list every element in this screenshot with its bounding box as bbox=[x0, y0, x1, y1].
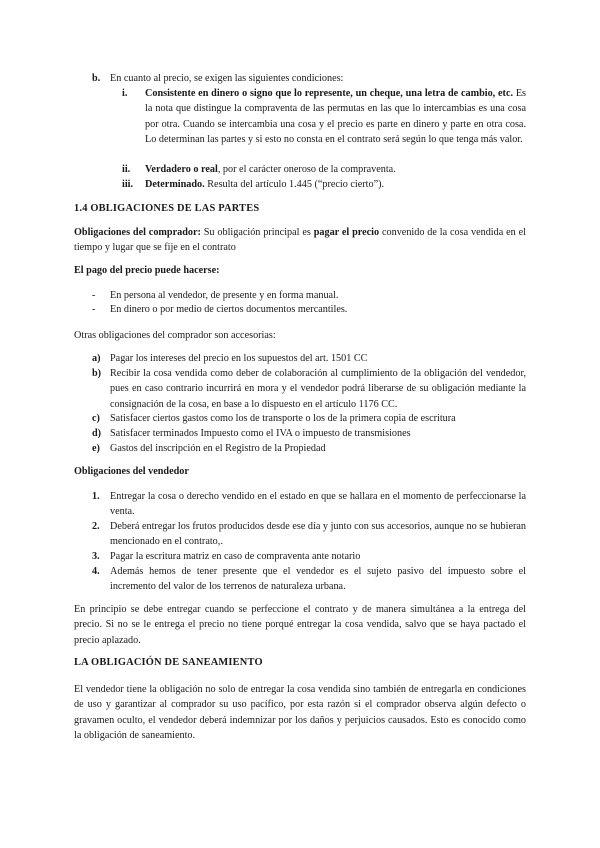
section-heading: LA OBLIGACIÓN DE SANEAMIENTO bbox=[74, 657, 263, 668]
accessory-item: Satisfacer terminados Impuesto como el IVA o impuesto de transmisiones bbox=[110, 428, 411, 439]
saneamiento-paragraph: El vendedor tiene la obligación no solo de entregar la cosa vendida sino también de entregarla en condiciones de uso y garantizar al comprador su uso pacífico, por esta razón si el comprador observa algún defecto o gravamen oculto, el vendedor deberá indemnizar por los daños y perjuicios causados. Esto es conocido como la obligación de saneamiento. bbox=[74, 684, 526, 741]
buyer-text: convenido de la cosa vendida en el tiempo y lugar que se fije en el contrato bbox=[74, 227, 526, 254]
payment-item: En dinero o por medio de ciertos documentos mercantiles. bbox=[110, 304, 348, 315]
list-marker: 2. bbox=[92, 521, 100, 532]
list-marker: ii. bbox=[122, 164, 131, 175]
seller-item: Además hemos de tener presente que el vendedor es el sujeto pasivo del impuesto sobre el incremento del valor de los terrenos de naturaleza urbana. bbox=[110, 566, 526, 593]
list-marker: - bbox=[92, 304, 96, 315]
condition-item-text: Resulta del artículo 1.445 (“precio cierto”). bbox=[204, 179, 385, 190]
condition-item-bold: Verdadero o real bbox=[145, 164, 218, 175]
list-marker: iii. bbox=[122, 179, 134, 190]
seller-item: Entregar la cosa o derecho vendido en el estado en que se hallara en el momento de perfeccionarse la venta. bbox=[110, 491, 526, 518]
condition-item bbox=[145, 162, 526, 177]
condition-intro: En cuanto al precio, se exigen las siguientes condiciones: bbox=[110, 73, 344, 84]
accessory-intro: Otras obligaciones del comprador son accesorias: bbox=[74, 330, 276, 341]
buyer-obligation-paragraph bbox=[74, 225, 526, 256]
seller-item: Deberá entregar los frutos producidos desde ese día y junto con sus accesorios, aunque no se hubieran mencionado en el contrato,. bbox=[110, 521, 526, 548]
section-heading: 1.4 OBLIGACIONES DE LAS PARTES bbox=[74, 203, 260, 214]
list-marker: 4. bbox=[92, 566, 100, 577]
list-marker: c) bbox=[92, 413, 100, 424]
list-marker: 3. bbox=[92, 551, 100, 562]
condition-item bbox=[145, 86, 526, 147]
buyer-label: Obligaciones del comprador: bbox=[74, 227, 201, 238]
payment-item: En persona al vendedor, de presente y en forma manual. bbox=[110, 290, 339, 301]
list-marker: i. bbox=[122, 88, 128, 99]
list-marker: a) bbox=[92, 353, 101, 364]
seller-heading: Obligaciones del vendedor bbox=[74, 466, 189, 477]
payment-heading: El pago del precio puede hacerse: bbox=[74, 265, 220, 276]
accessory-item: Satisfacer ciertos gastos como los de transporte o los de la primera copia de escritura bbox=[110, 413, 456, 424]
list-marker: d) bbox=[92, 428, 102, 439]
list-marker: 1. bbox=[92, 491, 100, 502]
list-marker: b) bbox=[92, 368, 102, 379]
list-marker: - bbox=[92, 290, 96, 301]
condition-item-text: , por el carácter oneroso de la compraventa. bbox=[217, 164, 396, 175]
list-marker: e) bbox=[92, 443, 100, 454]
seller-item: Pagar la escritura matriz en caso de compraventa ante notario bbox=[110, 551, 361, 562]
list-marker: b. bbox=[92, 73, 101, 84]
buyer-text: Su obligación principal es bbox=[200, 227, 314, 238]
accessory-item: Pagar los intereses del precio en los supuestos del art. 1501 CC bbox=[110, 353, 368, 364]
condition-item-bold: Determinado. bbox=[145, 179, 205, 190]
condition-item bbox=[145, 177, 526, 192]
buyer-bold-text: pagar el precio bbox=[313, 227, 380, 238]
accessory-item: Gastos del inscripción en el Registro de la Propiedad bbox=[110, 443, 326, 454]
condition-item-text: Es la nota que distingue la compraventa de las permutas en las que lo intercambias es una cosa por otra. Cuando se intercambia una cosa y el precio es parte en dinero y parte en otra cosa. Lo determinan las partes y si esto no consta en el contrato será según lo que tenga más valor. bbox=[145, 88, 527, 145]
accessory-item: Recibir la cosa vendida como deber de colaboración al cumplimiento de la obligación del vendedor, pues en caso contrario incurrirá en mora y el vendedor podrá liberarse de su obligación mediante la consignación de la cosa, en base a lo dispuesto en el artículo 1176 CC. bbox=[110, 368, 526, 410]
delivery-paragraph: En principio se debe entregar cuando se perfeccione el contrato y de manera simultánea a la entrega del precio. Si no se le entrega el precio no tiene porqué entregar la cosa vendida, salvo que se haya pactado el precio aplazado. bbox=[74, 604, 526, 646]
condition-item-bold: Consistente en dinero o signo que lo represente, un cheque, una letra de cambio, etc. bbox=[145, 88, 514, 99]
